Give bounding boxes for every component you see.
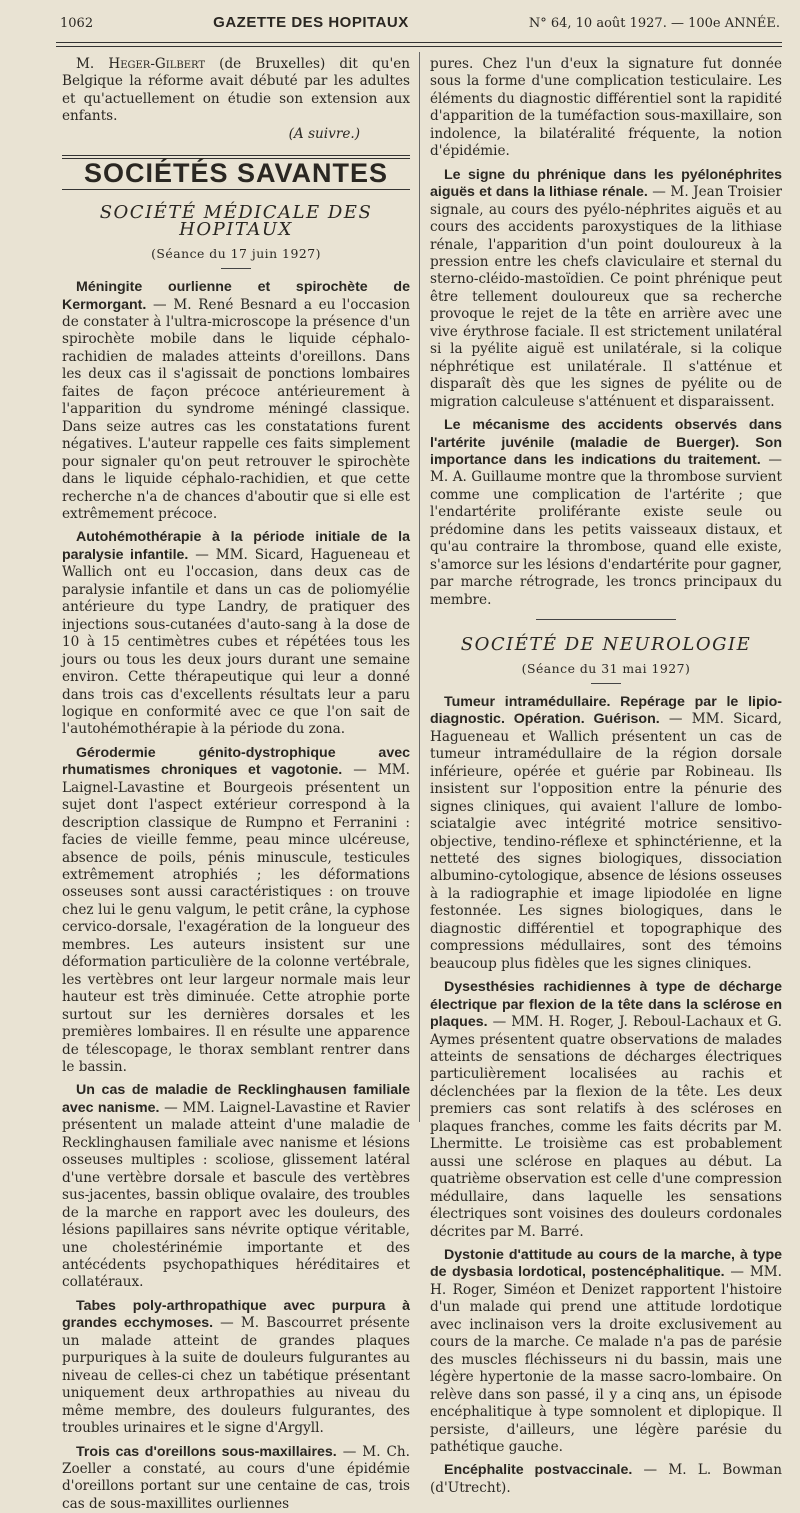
article-title: Dysesthésies rachidiennes à type de décharge électrique par flexion de la tête dans la sclérose en plaques. xyxy=(430,979,782,1031)
article-body: — MM. H. Roger, J. Reboul-Lachaux et G. Aymes présentent quatre observations de malades atteints de sensations de décharges électriques particulièrement localisées au rachis et déclenchées par la flexion de la tête. Les deux premiers cas sont relatifs à des scléroses en plaques franches, comme les faits décrits par M. Lhermitte. Le troisième cas est probablement aussi une sclérose en plaques au début. La quatrième observation est celle d'une compression médullaire, dans laquelle les sensations électriques sont voisines des douleurs cordonales décrites par M. Barré. xyxy=(430,1014,782,1240)
article-item xyxy=(62,529,410,738)
article-body: — MM. Sicard, Hagueneau et Wallich ont eu l'occasion, dans deux cas de paralysie infantile et dans un cas de poliomyélie antérieure du type Landry, de pratiquer des injections sous-cutanées d'auto-sang à la dose de 10 à 15 centimètres cubes et répétées tous les jours ou tous les deux jours durant une semaine environ. Cette thérapeutique qui leur a donné dans trois cas d'excellents résultats leur a paru logique en conformité avec ce que l'on sait de l'autohémothérapie à la période du zona. xyxy=(62,546,411,738)
society-title: SOCIÉTÉ DE NEUROLOGIE xyxy=(460,634,752,656)
article-title: Trois cas d'oreillons sous-maxillaires. xyxy=(76,1443,337,1460)
article-body: — MM. Sicard, Hagueneau et Wallich présentent un cas de tumeur intramédullaire de la région dorsale inférieure, opérée et guérie par Robineau. Ils insistent sur l'opposition entre la pénurie des signes cliniques, qui avaient l'allure de lombo-sciatalgie avec intégrité motrice sensitivo-objective, tendino-réflexe et sphinctérienne, et la netteté des signes biologiques, dissociation albumino-cytologique, absence de lésions osseuses à la radiographie et image lipiodolée en ligne festonnée. Les signes biologiques, dans le diagnostic différentiel et topographique des compressions médullaires, sont des témoins beaucoup plus fidèles que les signes cliniques. xyxy=(430,711,782,972)
article-title: Tumeur intramédullaire. Repérage par le lipio-diagnostic. Opération. Guérison. xyxy=(430,693,782,728)
section-rule xyxy=(62,155,410,156)
article-item xyxy=(430,417,782,609)
session-date: (Séance du 31 mai 1927) xyxy=(521,660,691,676)
header-rule xyxy=(56,42,782,43)
article-item xyxy=(62,1082,410,1291)
header-rule-thin xyxy=(56,46,782,47)
short-rule xyxy=(591,683,621,684)
article-item xyxy=(430,979,782,1241)
page-header xyxy=(60,14,780,40)
article-title: Le mécanisme des accidents observés dans l'artérite juvénile (maladie de Buerger). Son importance dans les indications du traitement. xyxy=(430,417,782,468)
intro-text: (de Bruxelles) dit qu'en Belgique la réforme avait débuté par les adultes et qu'actuellement on étudie son extension aux enfants. xyxy=(62,56,410,125)
article-body: — M. Jean Troisier signale, au cours des pyélo-néphrites aiguës et au cours des accidents paroxystiques de la lithiase rénale, l'apparition d'un point douloureux à la pression entre les chefs claviculaire et sternal du sterno-cléido-mastoïdien. Ce point phrénique peut être tellement douloureux que sa recherche provoque le rejet de la tête en arrière avec une vive érythrose faciale. Il est strictement unilatéral si la pyélite aiguë est unilatérale, si la colique néphrétique est unilatérale. Il s'atténue et disparaît dès que les signes de pyélite ou de migration calculeuse s'atténuent et disparaissent. xyxy=(430,184,782,410)
journal-title: GAZETTE DES HOPITAUX xyxy=(213,14,409,31)
issue-info: N° 64, 10 août 1927. — 100e ANNÉE. xyxy=(528,16,780,31)
column-divider xyxy=(419,52,420,1122)
article-item xyxy=(430,1247,782,1456)
article-body: — M. René Besnard a eu l'occasion de constater à l'ultra-microscope la présence d'un spirochète mobile dans le liquide céphalo-rachidien de malades atteints d'oreillons. Dans les deux cas il s'agissait de ponctions lombaires faites de façon précoce antérieurement à l'apparition du syndrome méningé classique. Dans seize autres cas les constatations furent négatives. L'auteur rappelle ces faits simplement pour signaler qu'on peut retrouver le spirochète dans le liquide céphalo-rachidien, et que cette recherche n'a de chances d'aboutir que si elle est extrêmement précoce. xyxy=(62,296,410,522)
article-title: Méningite ourlienne et spirochète de Kermorgant. xyxy=(62,279,410,313)
article-title: Gérodermie génito-dystrophique avec rhumatismes chroniques et vagotonie. xyxy=(62,744,410,779)
article-body: — M. L. Bowman (d'Utrecht). xyxy=(430,1462,782,1496)
article-body: — M. Bascourret présente un malade atteint de grandes plaques purpuriques à la suite de douleurs fulgurantes au niveau de celles-ci chez un tabétique présentant uniquement deux arthropathies au niveau du même membre, des douleurs fulgurantes, des troubles urinaires et le signe d'Argyll. xyxy=(62,1315,410,1437)
article-title: Dystonie d'attitude au cours de la marche, à type de dysbasia lordotical, postencéphalitique. xyxy=(430,1247,782,1281)
society-divider xyxy=(536,619,676,620)
article-item xyxy=(62,1444,410,1513)
speaker-name: M. Heger-Gilbert xyxy=(76,56,206,72)
article-item xyxy=(430,167,782,411)
article-body: — M. Ch. Zoeller a constaté, au cours d'une épidémie d'oreillons portant sur une centaine de cas, trois cas de sous-maxillites ourliennes xyxy=(62,1443,411,1512)
article-item xyxy=(62,279,410,523)
continued-paragraph: pures. Chez l'un d'eux la signature fut donnée sous la forme d'une complication testiculaire. Les éléments du diagnostic différentiel sont la rapidité d'apparition de la tuméfaction sous-maxillaire, son indolence, la bilatéralité fréquente, la notion d'épidémie. xyxy=(430,56,782,160)
article-title: Un cas de maladie de Recklinghausen familiale avec nanisme. xyxy=(62,1082,410,1116)
society-title: SOCIÉTÉ MÉDICALE DES HOPITAUX xyxy=(99,201,373,241)
article-body: — MM. H. Roger, Siméon et Denizet rapportent l'histoire d'un malade qui prend une attitude lordotique avec inclinaison vers la droite exclusivement au cours de la marche. Ce malade n'a pas de parésie des muscles fléchisseurs ni du bassin, mais une légère hypertonie de la masse sacro-lombaire. On relève dans son passé, il y a cinq ans, un épisode encéphalitique à type somnolent et diplopique. Il persiste, d'ailleurs, une légère parésie du pathétique gauche. xyxy=(430,1264,782,1455)
right-column xyxy=(430,56,782,1497)
section-rule-bottom xyxy=(62,189,410,190)
article-body: — MM. Laignel-Lavastine et Ravier présentent un malade atteint d'une maladie de Recklinghausen familiale avec nanisme et lésions osseuses multiples : scoliose, glissement latéral d'une vertèbre dorsale et bascule des vertèbres sus-jacentes, bassin oblique ovalaire, des troubles de la marche en rapport avec les douleurs, des lésions papillaires sans névrite optique véritable, une cholestérinémie importante et des antécédents psychopathiques héréditaires et collatéraux. xyxy=(62,1099,410,1291)
article-item xyxy=(62,745,410,1077)
left-column xyxy=(62,56,410,1513)
session-date: (Séance du 17 juin 1927) xyxy=(151,245,321,261)
intro-paragraph xyxy=(62,56,410,126)
article-item xyxy=(62,1298,410,1438)
article-title: Autohémothérapie à la période initiale de la paralysie infantile. xyxy=(62,529,410,563)
section-title: SOCIÉTÉS SAVANTES xyxy=(83,158,389,189)
article-body: — M. A. Guillaume montre que la thrombose survient comme une complication de l'artérite ; que l'endartérite proliférante existe seule ou prédomine dans les petits vaisseaux distaux, et qu'au contraire la thrombose, quand elle existe, s'amorce sur les lésions d'endartérite pour gagner, par marche rétrograde, les troncs principaux du membre. xyxy=(430,451,782,608)
article-item xyxy=(430,1462,782,1497)
article-item xyxy=(430,694,782,973)
article-title: Tabes poly-arthropathique avec purpura à grandes ecchymoses. xyxy=(62,1297,410,1332)
page-number: 1062 xyxy=(60,16,94,31)
to-be-continued: (A suivre.) xyxy=(288,125,360,142)
article-title: Le signe du phrénique dans les pyélonéphrites aiguës et dans la lithiase rénale. xyxy=(430,166,782,201)
article-title: Encéphalite postvaccinale. xyxy=(444,1462,633,1479)
article-body: — MM. Laignel-Lavastine et Bourgeois présentent un sujet dont l'aspect extérieur correspond à la description classique de Rumpno et Ferranini : facies de vieille femme, peau mince ulcéreuse, absence de poils, pénis minuscule, testicules extrêmement atrophiés ; les déformations osseuses sont aussi caractéristiques : on trouve chez lui le genu valgum, le petit crâne, la cyphose cervico-dorsale, l'exagération de la longueur des membres. Les auteurs insistent sur une déformation particulière de la colonne vertébrale, les vertèbres ont leur largeur normale mais leur hauteur est très diminuée. Cette atrophie porte surtout sur les dernières dorsales et les premières lombaires. Il en résulte une apparence de télescopage, le thorax semblant rentrer dans le bassin. xyxy=(62,762,410,1076)
short-rule xyxy=(221,268,251,269)
